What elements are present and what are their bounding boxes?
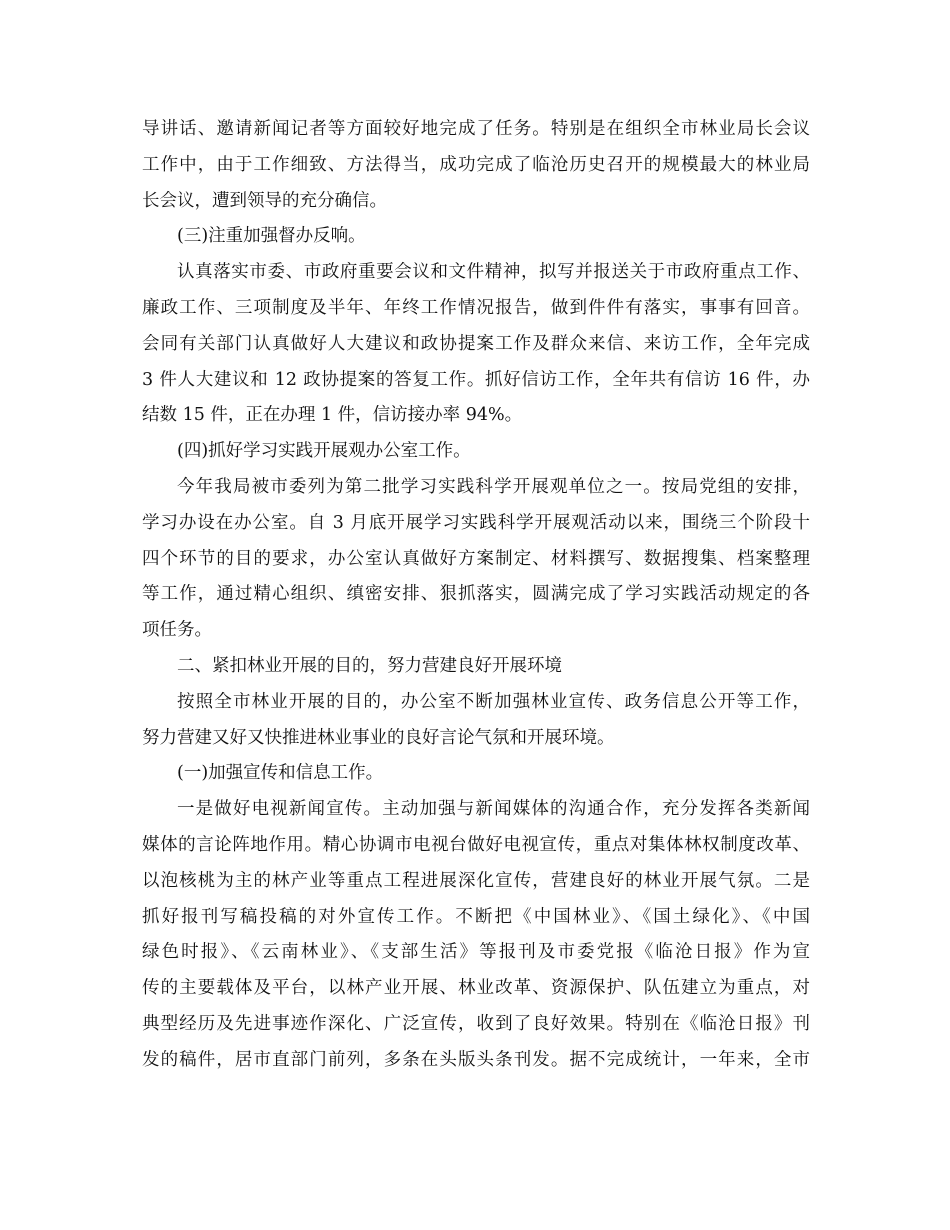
text-line: 项任务。 xyxy=(142,620,212,641)
text-line: 学习办设在办公室。自 3 月底开展学习实践科学开展观活动以来，围绕三个阶段十 xyxy=(142,512,810,533)
text-line: 二、紧扣林业开展的目的，努力营建良好开展环境 xyxy=(177,655,562,676)
text-line: 结数 15 件，正在办理 1 件，信访接办率 94%。 xyxy=(142,405,523,426)
text-line: 以泡核桃为主的林产业等重点工程进展深化宣传，营建良好的林业开展气氛。二是 xyxy=(142,870,810,891)
text-line: 长会议，遭到领导的充分确信。 xyxy=(142,190,387,211)
text-line: (四)抓好学习实践开展观办公室工作。 xyxy=(177,441,471,462)
paragraph xyxy=(142,219,810,255)
text-line: 今年我局被市委列为第二批学习实践科学开展观单位之一。按局党组的安排， xyxy=(177,476,810,497)
paragraph xyxy=(142,255,810,434)
text-line: 导讲话、邀请新闻记者等方面较好地完成了任务。特别是在组织全市林业局长会议 xyxy=(142,119,810,139)
paragraph xyxy=(142,792,810,1078)
text-line: 媒体的言论阵地作用。精心协调市电视台做好电视宣传，重点对集体林权制度改革、 xyxy=(142,834,810,855)
text-line: 3 件人大建议和 12 政协提案的答复工作。抓好信访工作，全年共有信访 16 件，办 xyxy=(142,369,810,390)
text-line: 工作中，由于工作细致、方法得当，成功完成了临沧历史召开的规模最大的林业局 xyxy=(142,154,810,175)
text-line: (三)注重加强督办反响。 xyxy=(177,226,366,247)
text-line: (一)加强宣传和信息工作。 xyxy=(177,763,384,784)
text-line: 四个环节的目的要求，办公室认真做好方案制定、材料撰写、数据搜集、档案整理 xyxy=(142,548,810,569)
text-line: 按照全市林业开展的目的，办公室不断加强林业宣传、政务信息公开等工作， xyxy=(177,691,810,712)
text-line: 典型经历及先进事迹作深化、广泛宣传，收到了良好效果。特别在《临沧日报》刊 xyxy=(142,1013,810,1034)
paragraph xyxy=(142,649,810,685)
paragraph xyxy=(142,470,810,649)
text-line: 廉政工作、三项制度及半年、年终工作情况报告，做到件件有落实，事事有回音。 xyxy=(142,297,810,318)
paragraph xyxy=(142,685,810,757)
paragraph xyxy=(142,434,810,470)
text-line: 努力营建又好又快推进林业事业的良好言论气氛和开展环境。 xyxy=(142,727,615,748)
text-line: 传的主要载体及平台，以林产业开展、林业改革、资源保护、队伍建立为重点，对 xyxy=(142,978,810,999)
text-line: 认真落实市委、市政府重要会议和文件精神，拟写并报送关于市政府重点工作、 xyxy=(177,262,810,283)
paragraph xyxy=(142,112,810,219)
text-line: 发的稿件，居市直部门前列，多条在头版头条刊发。据不完成统计，一年来，全市 xyxy=(142,1049,810,1070)
document-body xyxy=(142,112,810,1079)
text-line: 会同有关部门认真做好人大建议和政协提案工作及群众来信、来访工作，全年完成 xyxy=(142,333,810,354)
paragraph xyxy=(142,756,810,792)
text-line: 等工作，通过精心组织、缜密安排、狠抓落实，圆满完成了学习实践活动规定的各 xyxy=(142,584,810,605)
text-line: 一是做好电视新闻宣传。主动加强与新闻媒体的沟通合作，充分发挥各类新闻 xyxy=(177,799,810,820)
text-line: 绿色时报》、《云南林业》、《支部生活》等报刊及市委党报《临沧日报》作为宣 xyxy=(142,942,810,963)
text-line: 抓好报刊写稿投稿的对外宣传工作。不断把《中国林业》、《国土绿化》、《中国 xyxy=(142,906,810,927)
